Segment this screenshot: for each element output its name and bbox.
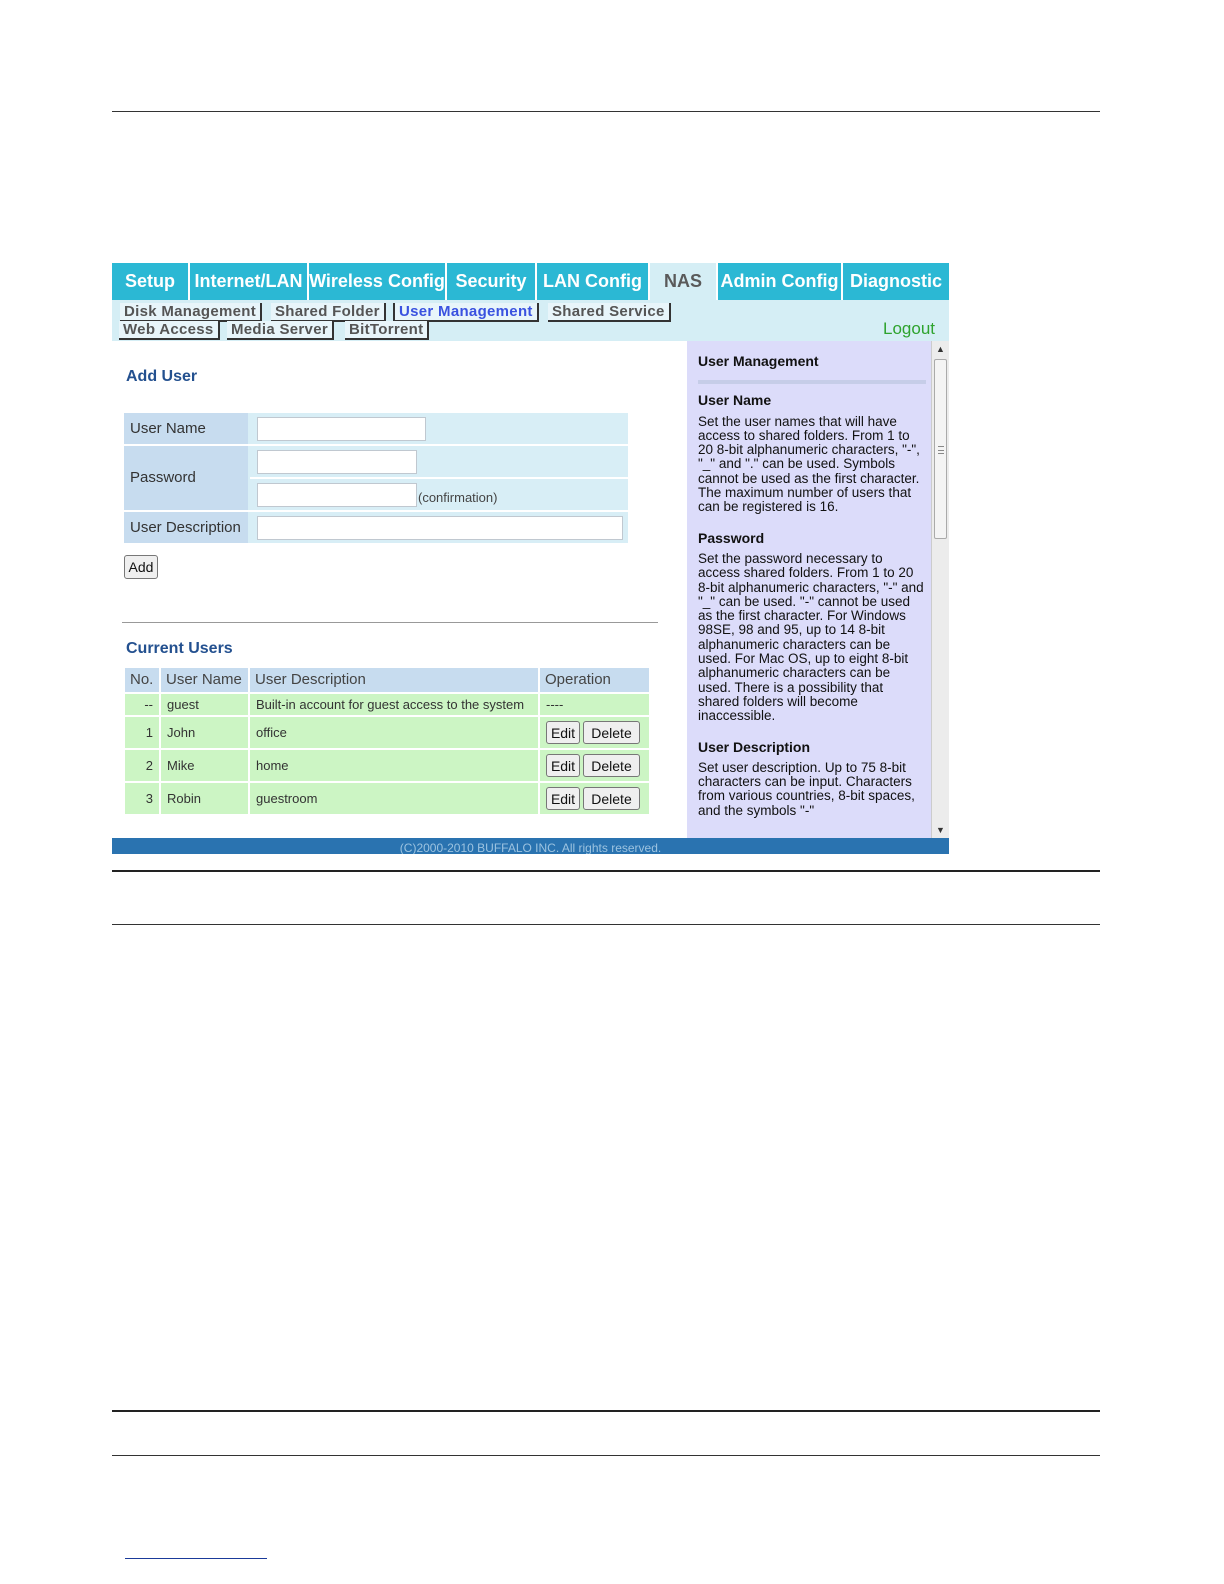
main-content xyxy=(112,341,686,838)
help-title: User Management xyxy=(698,353,819,369)
row-number: 1 xyxy=(125,717,159,748)
row-user-description: guestroom xyxy=(250,783,538,814)
tab-setup[interactable]: Setup xyxy=(112,263,190,300)
row-user-description: home xyxy=(250,750,538,781)
scrollbar-thumb[interactable] xyxy=(934,359,947,539)
tab-diagnostic[interactable]: Diagnostic xyxy=(843,263,949,300)
tab-admin-config[interactable]: Admin Config xyxy=(718,263,843,300)
delete-button[interactable]: Delete xyxy=(583,754,640,777)
delete-button[interactable]: Delete xyxy=(583,721,640,744)
subnav-disk-management[interactable]: Disk Management xyxy=(120,303,262,322)
password-input[interactable] xyxy=(257,450,417,474)
row-user-name: Mike xyxy=(161,750,248,781)
router-ui-screenshot xyxy=(112,263,949,854)
column-header-no: No. xyxy=(125,668,159,692)
help-heading-user-name: User Name xyxy=(698,392,772,409)
logout-link[interactable]: Logout xyxy=(883,319,935,338)
row-user-name: guest xyxy=(161,694,248,715)
current-users-title: Current Users xyxy=(126,640,233,657)
help-panel xyxy=(687,341,931,838)
subnav-bittorrent[interactable]: BitTorrent xyxy=(345,321,429,340)
row-user-name: John xyxy=(161,717,248,748)
row-number: -- xyxy=(125,694,159,715)
tab-lan-config[interactable]: LAN Config xyxy=(537,263,650,300)
sub-navigation xyxy=(112,300,949,341)
subnav-user-management[interactable]: User Management xyxy=(393,303,539,322)
row-operation: ---- xyxy=(540,694,649,715)
table-row xyxy=(125,750,649,781)
confirmation-note: (confirmation) xyxy=(418,490,498,505)
grip-icon xyxy=(938,446,944,454)
scroll-up-arrow-icon[interactable]: ▲ xyxy=(936,344,945,354)
table-row xyxy=(125,783,649,814)
figure-bottom-rule xyxy=(112,870,1100,872)
password-row-separator xyxy=(250,477,628,479)
subnav-web-access[interactable]: Web Access xyxy=(119,321,220,340)
edit-button[interactable]: Edit xyxy=(546,721,580,744)
row-number: 3 xyxy=(125,783,159,814)
help-content xyxy=(698,354,926,818)
subnav-shared-service[interactable]: Shared Service xyxy=(548,303,671,322)
edit-button[interactable]: Edit xyxy=(546,754,580,777)
user-description-input[interactable] xyxy=(257,516,623,540)
scroll-down-arrow-icon[interactable]: ▼ xyxy=(936,825,945,835)
table-header xyxy=(125,668,649,692)
row-user-description: Built-in account for guest access to the system xyxy=(250,694,538,715)
column-header-user-name: User Name xyxy=(161,668,248,692)
tab-nas[interactable]: NAS xyxy=(650,263,718,300)
user-description-label: User Description xyxy=(124,512,248,543)
help-text-user-description: Set user description. Up to 75 8-bit characters can be input. Characters from various countries, 8-bit spaces, and the symbols "-" xyxy=(698,759,915,818)
copyright-footer: (C)2000-2010 BUFFALO INC. All rights reserved. xyxy=(112,838,949,854)
main-tabs xyxy=(112,263,949,300)
section-divider xyxy=(122,622,658,623)
subnav-shared-folder[interactable]: Shared Folder xyxy=(271,303,386,322)
section-rule-3 xyxy=(112,1455,1100,1456)
add-user-title: Add User xyxy=(126,368,198,385)
help-separator xyxy=(698,380,926,384)
help-heading-password: Password xyxy=(698,529,765,546)
row-user-name: Robin xyxy=(161,783,248,814)
password-label: Password xyxy=(124,446,248,510)
user-name-label: User Name xyxy=(124,413,248,444)
tab-internet-lan[interactable]: Internet/LAN xyxy=(190,263,309,300)
row-user-description: office xyxy=(250,717,538,748)
tab-security[interactable]: Security xyxy=(447,263,537,300)
page-header-rule xyxy=(112,111,1100,112)
footnote-rule xyxy=(125,1558,267,1559)
column-header-operation: Operation xyxy=(540,668,649,692)
help-text-user-limit: The maximum number of users that can be registered is 16. xyxy=(698,485,912,515)
password-confirm-input[interactable] xyxy=(257,483,417,507)
password-row xyxy=(124,446,628,510)
section-rule-2 xyxy=(112,1410,1100,1412)
help-text-user-name: Set the user names that will have access to shared folders. From 1 to 20 8-bit alphanumeric characters, "-", "_" and "." can be used. Symbols cannot be used as the first character. xyxy=(698,413,920,486)
row-number: 2 xyxy=(125,750,159,781)
section-rule-1 xyxy=(112,924,1100,925)
subnav-media-server[interactable]: Media Server xyxy=(227,321,334,340)
column-header-user-description: User Description xyxy=(250,668,538,692)
user-description-row xyxy=(124,512,628,543)
tab-wireless-config[interactable]: Wireless Config xyxy=(309,263,447,300)
delete-button[interactable]: Delete xyxy=(583,787,640,810)
table-row xyxy=(125,694,649,715)
user-name-input[interactable] xyxy=(257,417,426,441)
help-scrollbar[interactable] xyxy=(931,341,949,838)
user-name-row xyxy=(124,413,628,444)
edit-button[interactable]: Edit xyxy=(546,787,580,810)
help-heading-user-description: User Description xyxy=(698,738,811,755)
help-text-password: Set the password necessary to access shared folders. From 1 to 20 8-bit alphanumeric characters, "-" and "_" can be used. "-" cannot be used as the first character. For Windows 98SE, 98 and 95, up to 14 8-bit alphanumeric characters can be used. For Mac OS, up to eight 8-bit alphanumeric characters can be used. There is a possibility that shared folders will become inaccessible. xyxy=(698,550,924,724)
table-row xyxy=(125,717,649,748)
add-button[interactable]: Add xyxy=(124,555,158,579)
